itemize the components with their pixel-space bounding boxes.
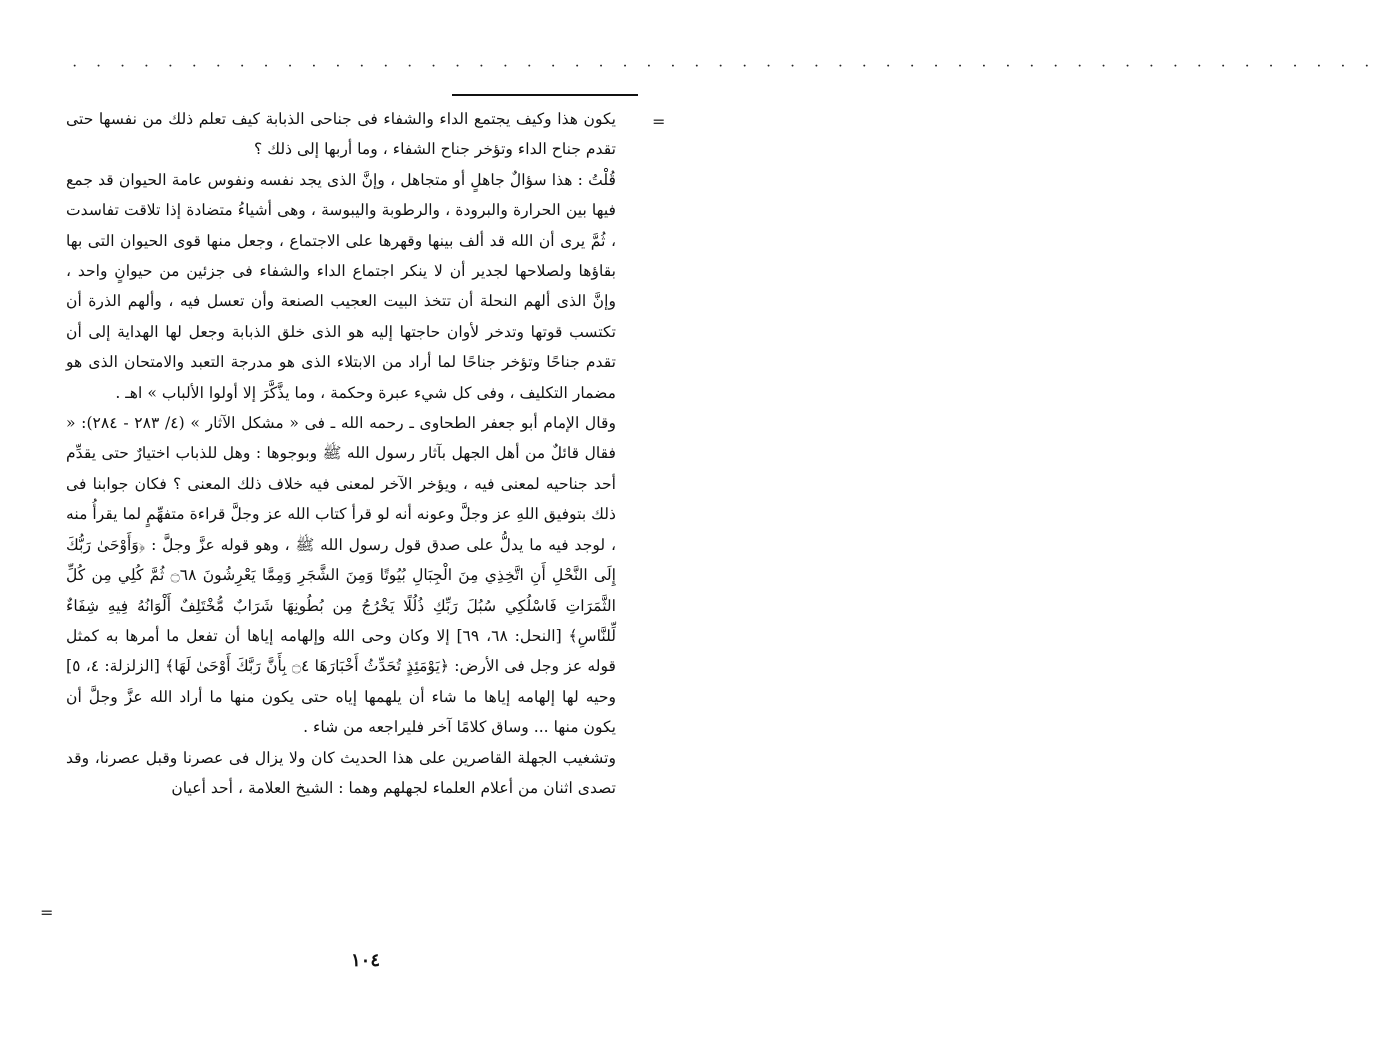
- paragraph-tahawi-quote: وقال الإمام أبو جعفر الطحاوى ـ رحمه الله ـ فى « مشكل الآثار » (٤/ ٢٨٣ - ٢٨٤): « فقال قائلٌ من أهل الجهل بآثار رسول الله ﷺ وبوجوها : وهل للذباب اختيارٌ حتى يقدِّم أحد جناحيه لمعنى فيه ، ويؤخر الآخر لمعنى فيه خلاف ذلك المعنى ؟ فكان جوابنا فى ذلك بتوفيق اللهِ عز وجلَّ وعونه أنه لو قرأ كتاب الله عز وجلَّ قراءة متفهِّمٍ لما يقرأُ منه ، لوجد فيه ما يدلُّ على صدق قول رسول الله ﷺ ، وهو قوله عزَّ وجلَّ : ﴿وَأَوْحَىٰ رَبُّكَ إِلَى النَّحْلِ أَنِ اتَّخِذِي مِنَ الْجِبَالِ بُيُوتًا وَمِنَ الشَّجَرِ وَمِمَّا يَعْرِشُونَ ۝٦٨ ثُمَّ كُلِي مِن كُلِّ الثَّمَرَاتِ فَاسْلُكِي سُبُلَ رَبِّكِ ذُلُلًا يَخْرُجُ مِن بُطُونِهَا شَرَابٌ مُّخْتَلِفٌ أَلْوَانُهُ فِيهِ شِفَاءٌ لِّلنَّاسِ﴾ [النحل: ٦٨، ٦٩] إلا وكان وحى الله وإلهامه إياها أن تفعل ما أمرها به كمثل قوله عز وجل فى الأرض: ﴿يَوْمَئِذٍ تُحَدِّثُ أَخْبَارَهَا ۝٤ بِأَنَّ رَبَّكَ أَوْحَىٰ لَهَا﴾ [الزلزلة: ٤، ٥] وحيه لها إلهامه إياها ما شاء أن يلهمها إياه حتى يكون منها ما أراد الله عزَّ وجلَّ أن يكون منها ... وساق كلامًا آخر فليراجعه من شاء .: [66, 414, 616, 737]
- paragraph-question: يكون هذا وكيف يجتمع الداء والشفاء فى جناحى الذبابة كيف تعلم ذلك من نفسها حتى تقدم جناح الداء وتؤخر جناح الشفاء ، وما أربها إلى ذلك ؟: [66, 110, 616, 159]
- paragraph-closing: وتشغيب الجهلة القاصرين على هذا الحديث كان ولا يزال فى عصرنا وقبل عصرنا، وقد تصدى اثنان من أعلام العلماء لجهلهم وهما : الشيخ العلامة ، أحد أعيان: [66, 748, 616, 797]
- header-dotted-rule: · · · · · · · · · · · · · · · · · · · · · · · · · · · · · · · · · · · · · · · · · · · · · · · · · · · · · · ·: [72, 58, 1377, 75]
- header-rule: [452, 94, 638, 96]
- page-body: [66, 104, 616, 803]
- margin-mark-top: =: [652, 112, 666, 131]
- page-number: ١٠٤: [350, 950, 380, 971]
- margin-mark-bottom: =: [40, 903, 54, 922]
- paragraph-answer: قُلْتُ : هذا سؤالٌ جاهلٍ أو متجاهل ، وإنَّ الذى يجد نفسه ونفوس عامة الحيوان قد جمع فيها بين الحرارة والبرودة ، والرطوبة واليبوسة ، وهى أشياءُ متضادة إذا تلاقت تفاسدت ، ثُمَّ يرى أن الله قد ألف بينها وقهرها على الاجتماع ، وجعل منها قوى الحيوان التى بها بقاؤها ولصلاحها لجدير أن لا ينكر اجتماع الداء والشفاء فى جزئين من حيوانٍ واحد ، وإنَّ الذى ألهم النحلة أن تتخذ البيت العجيب الصنعة وأن تعسل فيه ، وألهم الذرة أن تكتسب قوتها وتدخر لأوان حاجتها إليه هو الذى خلق الذبابة وجعل لها الهداية إلى أن تقدم جناحًا وتؤخر جناحًا لما أراد من الابتلاء الذى هو مدرجة التعبد والامتحان الذى هو مضمار التكليف ، وفى كل شيء عبرة وحكمة ، وما يذَّكَّرَ إلا أولوا الألباب » اهـ .: [66, 170, 616, 402]
